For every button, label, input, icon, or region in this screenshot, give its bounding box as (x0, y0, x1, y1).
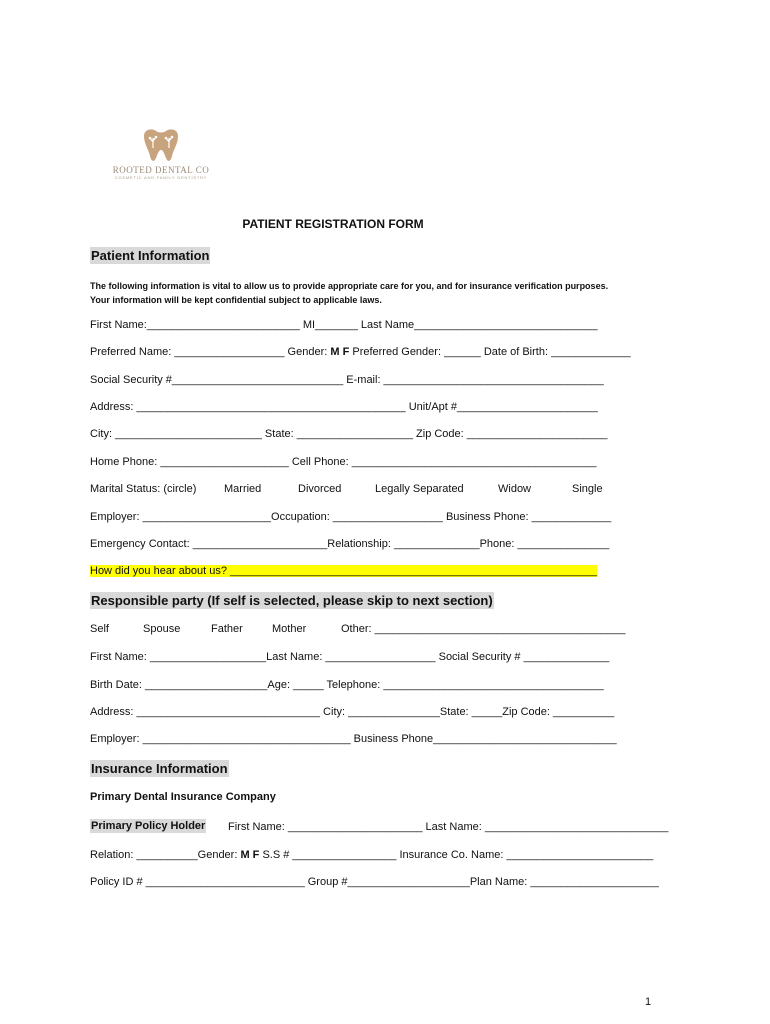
referral-source-field[interactable]: How did you hear about us? ____________________________________________________________ (90, 565, 598, 577)
relationship-options (90, 623, 630, 637)
responsible-party-header: Responsible party (If self is selected, please skip to next section) (91, 593, 493, 608)
option-spouse[interactable]: Spouse (143, 623, 181, 635)
marital-option-widow[interactable]: Widow (498, 483, 532, 495)
relation-text: Relation: __________Gender: (90, 849, 241, 861)
marital-status-label: Marital Status: (circle) (90, 483, 197, 495)
logo-tagline: COSMETIC AND FAMILY DENTISTRY (114, 175, 208, 180)
rp-birth-field[interactable]: Birth Date: ____________________Age: _____ Telephone: ____________________________________ (90, 679, 604, 691)
preferred-name-text: Preferred Name: __________________ Gender: (90, 346, 331, 358)
policy-holder-label: Primary Policy Holder (91, 820, 206, 832)
practice-logo (106, 128, 216, 180)
option-mother[interactable]: Mother (272, 623, 307, 635)
holder-gender-options[interactable]: M F (240, 849, 260, 861)
marital-option-legally-separated[interactable]: Legally Separated (375, 483, 464, 495)
logo-name: ROOTED DENTAL CO (112, 165, 210, 175)
relation-field[interactable] (90, 849, 653, 861)
option-father[interactable]: Father (211, 623, 243, 635)
rp-name-field[interactable]: First Name: ___________________Last Name: __________________ Social Security # ______________ (90, 651, 610, 663)
page-number: 1 (645, 996, 652, 1008)
rp-address-field[interactable]: Address: ______________________________ City: _______________State: _____Zip Code: __________ (90, 706, 615, 718)
employer-field[interactable]: Employer: _____________________Occupation: __________________ Business Phone: _____________ (90, 511, 612, 523)
option-other[interactable]: Other: _________________________________________ (341, 623, 626, 635)
marital-option-single[interactable]: Single (572, 483, 603, 495)
marital-status-row (90, 483, 630, 497)
marital-option-divorced[interactable]: Divorced (298, 483, 342, 495)
option-self[interactable]: Self (90, 623, 109, 635)
marital-option-married[interactable]: Married (224, 483, 262, 495)
preferred-gender-text: Preferred Gender: ______ Date of Birth: _____________ (349, 346, 631, 358)
preferred-name-field[interactable] (90, 346, 631, 358)
page-title: PATIENT REGISTRATION FORM (242, 217, 424, 231)
patient-intro (90, 279, 690, 307)
first-name-field[interactable]: First Name:_________________________ MI_______ Last Name______________________________ (90, 319, 598, 331)
tooth-logo-icon (140, 128, 182, 164)
intro-line-1: The following information is vital to allow us to provide appropriate care for you, and for insurance verification purposes. (90, 281, 609, 291)
patient-info-header: Patient Information (91, 248, 210, 263)
emergency-contact-field[interactable]: Emergency Contact: ______________________Relationship: ______________Phone: _______________ (90, 538, 610, 550)
ssn-email-field[interactable]: Social Security #____________________________ E-mail: ____________________________________ (90, 374, 604, 386)
rp-employer-field[interactable]: Employer: __________________________________ Business Phone______________________________ (90, 733, 617, 745)
primary-company-label: Primary Dental Insurance Company (90, 791, 276, 803)
intro-line-2: Your information will be kept confidential subject to applicable laws. (90, 295, 382, 305)
ssn-insurance-text: S.S # _________________ Insurance Co. Name: ________________________ (259, 849, 654, 861)
address-field[interactable]: Address: ____________________________________________ Unit/Apt #_______________________ (90, 401, 598, 413)
city-state-zip-field[interactable]: City: ________________________ State: ___________________ Zip Code: _______________________ (90, 428, 608, 440)
gender-options[interactable]: M F (330, 346, 350, 358)
phone-field[interactable]: Home Phone: _____________________ Cell Phone: ________________________________________ (90, 456, 597, 468)
policy-id-field[interactable]: Policy ID # __________________________ Group #____________________Plan Name: _____________________ (90, 876, 659, 888)
insurance-header: Insurance Information (91, 761, 228, 776)
holder-name-field[interactable]: First Name: ______________________ Last Name: ______________________________ (228, 821, 669, 833)
